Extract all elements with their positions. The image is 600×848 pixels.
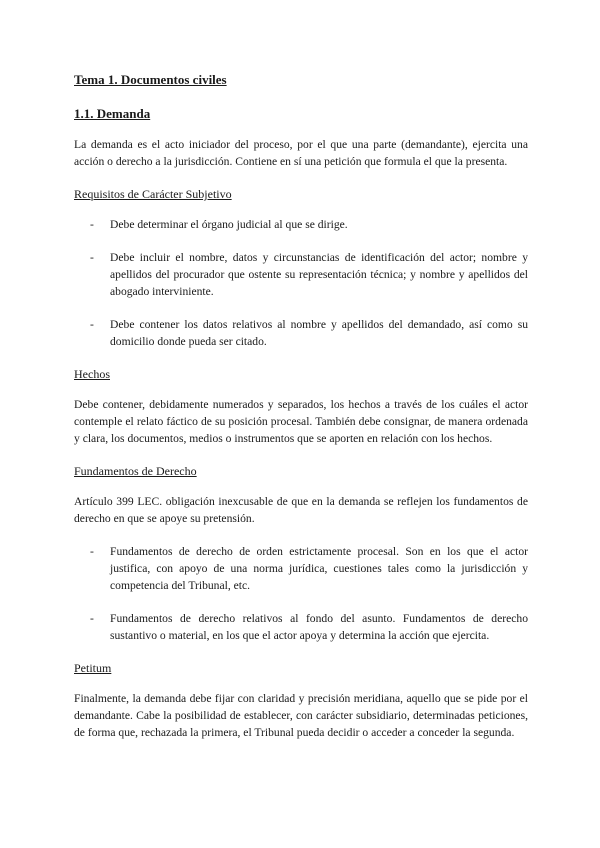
dash-marker: - <box>90 545 94 558</box>
list-item <box>74 316 528 350</box>
list-item <box>74 543 528 594</box>
hechos-paragraph: Debe contener, debidamente numerados y separados, los hechos a través de los cuáles el actor contemple el relato fáctico de su posición procesal. También debe consignar, de manera ordenada y clara, los documentos, medios o instrumentos que se aporten en relación con los hechos. <box>74 398 528 445</box>
requisitos-heading: Requisitos de Carácter Subjetivo <box>74 187 232 201</box>
document-body <box>74 72 528 757</box>
dash-marker: - <box>90 318 94 331</box>
section-heading: 1.1. Demanda <box>74 106 151 121</box>
hechos-heading: Hechos <box>74 367 110 381</box>
list-item-text: Debe contener los datos relativos al nombre y apellidos del demandado, así como su domicilio donde pueda ser citado. <box>110 318 528 348</box>
dash-marker: - <box>90 612 94 625</box>
dash-marker: - <box>90 218 94 231</box>
intro-paragraph: La demanda es el acto iniciador del proceso, por el que una parte (demandante), ejercita una acción o derecho a la jurisdicción. Contiene en sí una petición que formula el que la presenta. <box>74 138 528 168</box>
document-title: Tema 1. Documentos civiles <box>74 72 227 87</box>
dash-marker: - <box>90 251 94 264</box>
list-item <box>74 216 528 233</box>
list-item-text: Debe incluir el nombre, datos y circunstancias de identificación del actor; nombre y apellidos del procurador que ostente su representación técnica; y nombre y apellidos del abogado interviniente. <box>110 251 528 298</box>
petitum-paragraph: Finalmente, la demanda debe fijar con claridad y precisión meridiana, aquello que se pide por el demandante. Cabe la posibilidad de establecer, con carácter subsidiario, determinadas peticiones, de forma que, rechazada la primera, el Tribunal pueda decidir o acceder a conceder la segunda. <box>74 692 528 739</box>
list-item <box>74 249 528 300</box>
list-item-text: Debe determinar el órgano judicial al que se dirige. <box>110 218 348 231</box>
fundamentos-list <box>74 543 528 644</box>
petitum-heading: Petitum <box>74 661 112 675</box>
requisitos-list <box>74 216 528 350</box>
fundamentos-paragraph: Artículo 399 LEC. obligación inexcusable de que en la demanda se reflejen los fundamentos de derecho en que se apoye su pretensión. <box>74 495 528 525</box>
list-item-text: Fundamentos de derecho relativos al fondo del asunto. Fundamentos de derecho sustantivo o material, en los que el actor apoya y determina la acción que ejercita. <box>110 612 528 642</box>
list-item <box>74 610 528 644</box>
fundamentos-heading: Fundamentos de Derecho <box>74 464 197 478</box>
list-item-text: Fundamentos de derecho de orden estrictamente procesal. Son en los que el actor justifica, con apoyo de una norma jurídica, cuestiones tales como la jurisdicción y competencia del Tribunal, etc. <box>110 545 528 592</box>
